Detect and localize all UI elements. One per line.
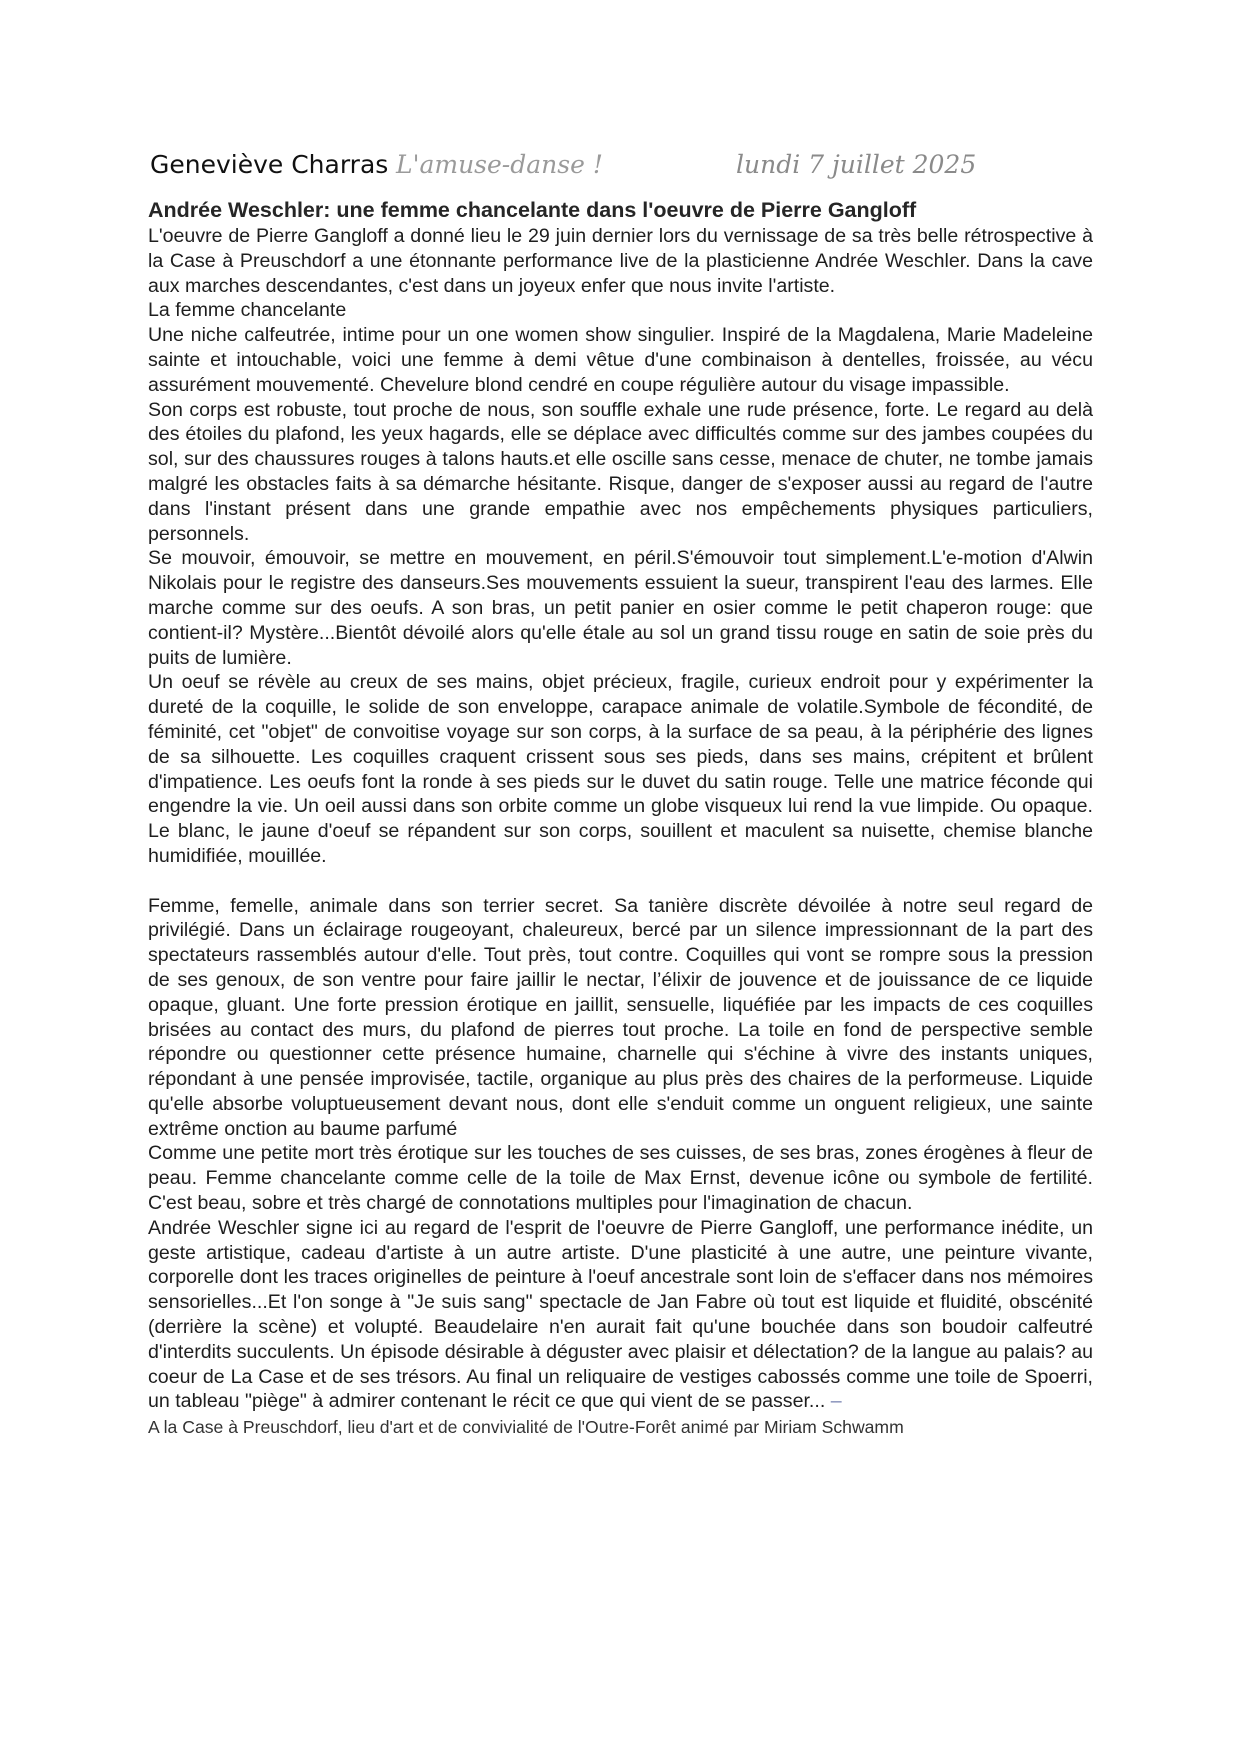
end-dash: – <box>830 1390 842 1413</box>
paragraph-1: Une niche calfeutrée, intime pour un one women show singulier. Inspiré de la Magdalena, Marie Madeleine sainte et intouchable, voici une femme à demi vêtue d'une combinaison à dentelles, froissée, au vécu assurément mouvementé. Chevelure blond cendré en coupe régulière autour du visage impassible. <box>148 324 1093 396</box>
paragraph-7 <box>148 1216 1093 1414</box>
paragraph-6: Comme une petite mort très érotique sur les touches de ses cuisses, de ses bras, zones érogènes à fleur de peau. Femme chancelante comme celle de la toile de Max Ernst, devenue icône ou symbole de fertilité. C'est beau, sobre et très chargé de connotations multiples pour l'imagination de chacun. <box>148 1142 1093 1215</box>
article-subheading: La femme chancelante <box>148 299 347 322</box>
paragraph-4: Un oeuf se révèle au creux de ses mains, objet précieux, fragile, curieux endroit pour y expérimenter la dureté de la coquille, le solide de son enveloppe, carapace animale de volatile.Symbole de fécondité, de féminité, cet "objet" de convoitise voyage sur son corps, à la surface de sa peau, à la périphérie des lignes de sa silhouette. Les coquilles craquent crissent sous ses pieds, dans ses mains, crépitent et brûlent d'impatience. Les oeufs font la ronde à ses pieds sur le duvet du satin rouge. Telle une matrice féconde qui engendre la vie. Un oeil aussi dans son orbite comme un globe visqueux lui rend la vue limpide. Ou opaque. Le blanc, le jaune d'oeuf se répandent sur son corps, souillent et maculent sa nuisette, chemise blanche humidifiée, mouillée. <box>148 671 1093 867</box>
author-name: Geneviève Charras <box>150 150 389 179</box>
paragraph-3: Se mouvoir, émouvoir, se mettre en mouvement, en péril.S'émouvoir tout simplement.L'e-motion d'Alwin Nikolais pour le registre des danseurs.Ses mouvements essuient la sueur, transpirent l'eau des larmes. Elle marche comme sur des oeufs. A son bras, un petit panier en osier comme le petit chaperon rouge: que contient-il? Mystère...Bientôt dévoilé alors qu'elle étale au sol un grand tissu rouge en satin de soie près du puits de lumière. <box>148 547 1093 669</box>
paragraph-2: Son corps est robuste, tout proche de nous, son souffle exhale une rude présence, forte. Le regard au delà des étoiles du plafond, les yeux hagards, elle se déplace avec difficultés comme sur des jambes coupées du sol, sur des chaussures rouges à talons hauts.et elle oscille sans cesse, menace de chuter, ne tombe jamais malgré les obstacles faits à sa démarche hésitante. Risque, danger de s'exposer aussi au regard de l'autre dans l'instant présent dans une grande empathie avec nos empêchements physiques particuliers, personnels. <box>148 398 1093 545</box>
article-intro: L'oeuvre de Pierre Gangloff a donné lieu le 29 juin dernier lors du vernissage de sa très belle rétrospective à la Case à Preuschdorf a une étonnante performance live de la plasticienne Andrée Weschler. Dans la cave aux marches descendantes, c'est dans un joyeux enfer que nous invite l'artiste. <box>148 225 1093 297</box>
blog-header <box>150 150 1110 190</box>
article-footer: A la Case à Preuschdorf, lieu d'art et de convivialité de l'Outre-Forêt animé par Miriam Schwamm <box>148 1417 904 1438</box>
paragraph-7-text: Andrée Weschler signe ici au regard de l'esprit de l'oeuvre de Pierre Gangloff, une performance inédite, un geste artistique, cadeau d'artiste à un autre artiste. D'une plasticité à une autre, une peinture vivante, corporelle dont les traces originelles de peinture à l'oeuf ancestrale sont loin de s'effacer dans nos mémoires sensorielles...Et l'on songe à "Je suis sang" spectacle de Jan Fabre où tout est liquide et fluidité, obscénité (derrière la scène) et volupté. Beaudelaire n'en aurait fait qu'une bouchée dans son boudoir calfeutré d'interdits succulents. Un épisode désirable à déguster avec plaisir et délectation? de la langue au palais? au coeur de La Case et de ses trésors. Au final un reliquaire de vestiges cabossés comme une toile de Spoerri, un tableau "piège" à admirer contenant le récit ce que qui vient de se passer... <box>148 1216 1093 1413</box>
article-body <box>148 197 1093 1438</box>
blog-title: L'amuse-danse ! <box>396 150 603 179</box>
paragraph-5: Femme, femelle, animale dans son terrier secret. Sa tanière discrète dévoilée à notre seul regard de privilégié. Dans un éclairage rougeoyant, chaleureux, bercé par un silence impressionnant de la part des spectateurs rassemblés autour d'elle. Tout près, tout contre. Coquilles qui vont se rompre sous la pression de ses genoux, de son ventre pour faire jaillir le nectar, l’élixir de jouvence et de jouissance de ce liquide opaque, gluant. Une forte pression érotique en jaillit, sensuelle, liquéfiée par les impacts de ces coquilles brisées au contact des murs, du plafond de pierres tout proche. La toile en fond de perspective semble répondre ou questionner cette présence humaine, charnelle qui s'échine à vivre des instants uniques, répondant à une pensée improvisée, tactile, organique au plus près des chaires de la performeuse. Liquide qu'elle absorbe voluptueusement devant nous, dont elle s'enduit comme un onguent religieux, une sainte extrême onction au baume parfumé <box>148 894 1093 1140</box>
article-title: Andrée Weschler: une femme chancelante dans l'oeuvre de Pierre Gangloff <box>148 198 917 222</box>
post-date: lundi 7 juillet 2025 <box>736 150 977 179</box>
